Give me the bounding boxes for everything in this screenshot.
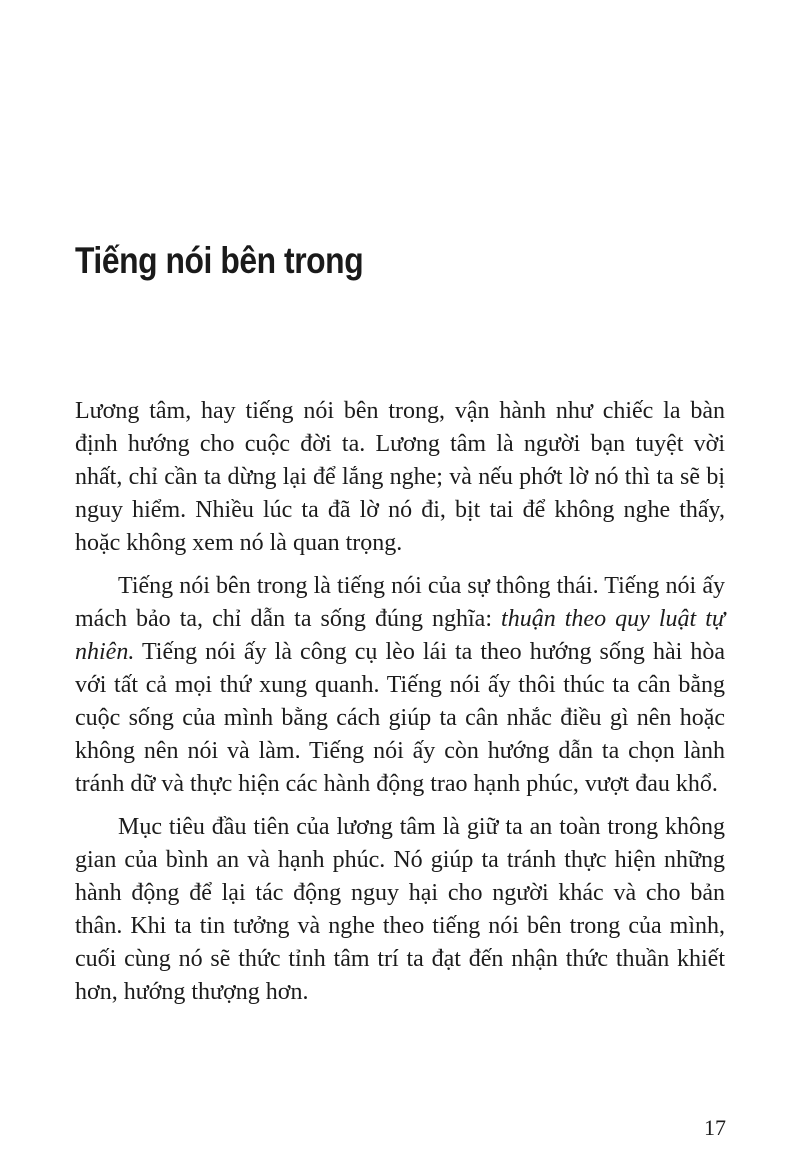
body-text xyxy=(75,395,725,1019)
paragraph-2-italic-phrase: thuận theo quy luật tự nhiên. xyxy=(75,606,725,665)
paragraph-2 xyxy=(75,570,725,801)
paragraph-2-text-before: Tiếng nói bên trong là tiếng nói của sự thông thái. Tiếng nói ấy mách bảo ta, chỉ dẫn ta sống đúng nghĩa: xyxy=(75,573,725,632)
chapter-title: Tiếng nói bên trong xyxy=(75,240,364,281)
paragraph-2-text-after: Tiếng nói ấy là công cụ lèo lái ta theo hướng sống hài hòa với tất cả mọi thứ xung quanh. Tiếng nói ấy thôi thúc ta cân bằng cuộc sống của mình bằng cách giúp ta cân nhắc điều gì nên hoặc không nên nói và làm. Tiếng nói ấy còn hướng dẫn ta chọn lành tránh dữ và thực hiện các hành động trao hạnh phúc, vượt đau khổ. xyxy=(75,639,725,797)
page-number: 17 xyxy=(704,1115,726,1140)
paragraph-1: Lương tâm, hay tiếng nói bên trong, vận hành như chiếc la bàn định hướng cho cuộc đời ta. Lương tâm là người bạn tuyệt vời nhất, chỉ cần ta dừng lại để lắng nghe; và nếu phớt lờ nó thì ta sẽ bị nguy hiểm. Nhiều lúc ta đã lờ nó đi, bịt tai để không nghe thấy, hoặc không xem nó là quan trọng. xyxy=(75,398,725,556)
paragraph-3: Mục tiêu đầu tiên của lương tâm là giữ ta an toàn trong không gian của bình an và hạnh phúc. Nó giúp ta tránh thực hiện những hành động để lại tác động nguy hại cho người khác và cho bản thân. Khi ta tin tưởng và nghe theo tiếng nói bên trong của mình, cuối cùng nó sẽ thức tỉnh tâm trí ta đạt đến nhận thức thuần khiết hơn, hướng thượng hơn. xyxy=(75,814,725,1005)
